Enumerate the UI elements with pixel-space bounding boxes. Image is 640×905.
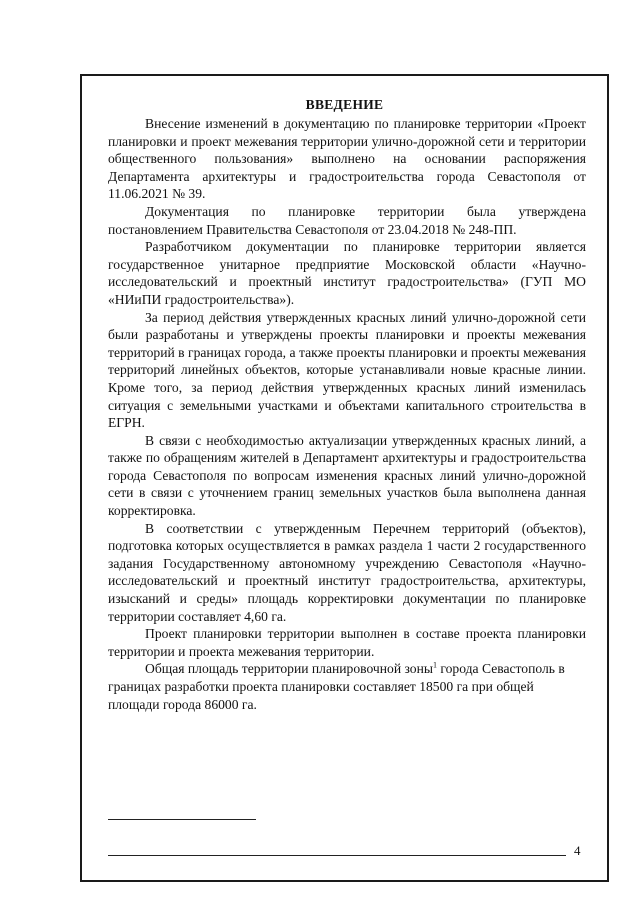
paragraph-total-area [108, 660, 586, 713]
footnote-reference[interactable]: 1 [432, 660, 437, 670]
paragraph-state-assignment: В соответствии с утвержденным Перечнем территорий (объектов), подготовка которых осуществляется в рамках раздела 1 части 2 государственного задания Государственному автономному учреждению Севастополя «Научно-исследовательский и проектный институт градостроительства, архитектуры, изысканий и среды» площадь корректировки документации по планировке территории составляет 4,60 га. [108, 520, 586, 624]
footnote-separator [108, 819, 256, 820]
page-number: 4 [574, 843, 581, 858]
total-area-text-start: Общая площадь территории планировочной зоны [145, 661, 433, 677]
paragraph-project-composition: Проект планировки территории выполнен в составе проекта планировки территории и проекта межевания территории. [108, 626, 586, 659]
paragraph-red-lines-period: За период действия утвержденных красных линий улично-дорожной сети были разработаны и утверждены проекты планировки и проекты межевания территорий в границах города, а также проекты планировки и проекты межевания территорий линейных объектов, которые устанавливали новые красные линии. Кроме того, за период действия утвержденных красных линий изменилась ситуация с земельными участками и объектами капитального строительства в ЕГРН. [108, 309, 586, 431]
section-title: ВВЕДЕНИЕ [305, 97, 384, 112]
document-body [108, 115, 586, 713]
footer-rule [108, 855, 566, 856]
paragraph-developer: Разработчиком документации по планировке территории является государственное унитарное предприятие Московской области «Научно-исследовательский и проектный институт градостроительства» (ГУП МО «НИиПИ градостроительства»). [108, 239, 586, 307]
paragraph-actualization: В связи с необходимостью актуализации утвержденных красных линий, а также по обращениям жителей в Департамент архитектуры и градостроительства города Севастополя по вопросам изменения красных линий улично-дорожной сети в связи с уточнением границ земельных участков была выполнена данная корректировка. [108, 432, 586, 519]
total-area-text-end: города Севастополь в границах разработки проекта планировки составляет 18500 га при общей площади города 86000 га. [108, 661, 565, 712]
paragraph-approval: Документация по планировке территории была утверждена постановлением Правительства Севастополя от 23.04.2018 № 248-ПП. [108, 203, 586, 237]
paragraph-intro: Внесение изменений в документацию по планировке территории «Проект планировки и проект межевания территории улично-дорожной сети и территории общественного пользования» выполнено на основании распоряжения Департамента архитектуры и градостроительства города Севастополя от 11.06.2021 № 39. [108, 116, 586, 202]
